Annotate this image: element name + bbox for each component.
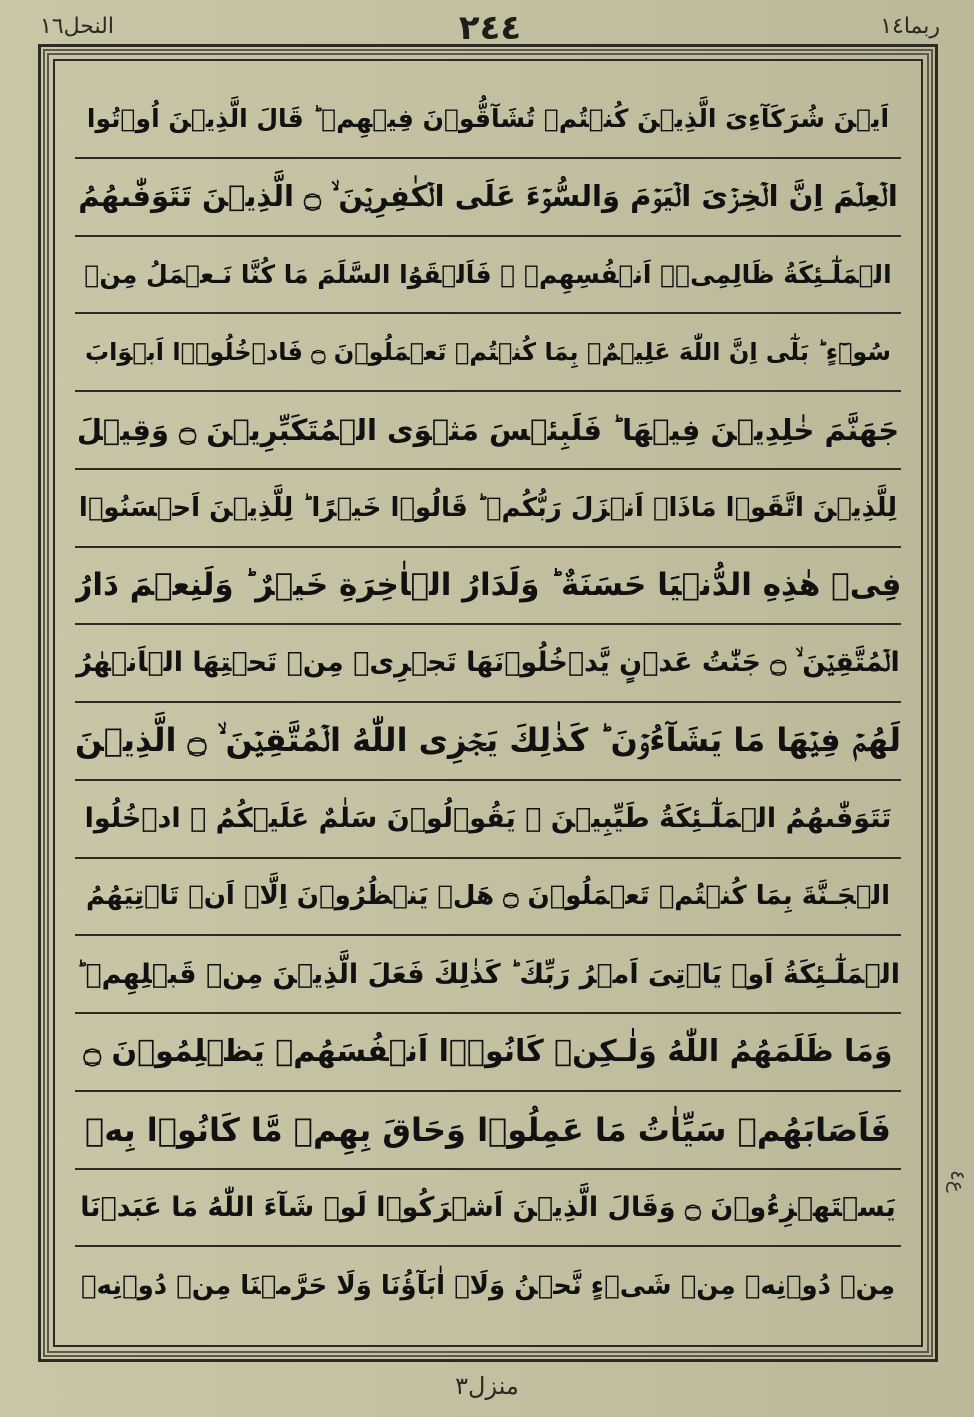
- verse-line: الۡمُتَّقِيۡنَ ۙ ۝ جَنّٰتُ عَدۡنٍ يَّدۡخُلُوۡنَهَا تَجۡرِىۡ مِنۡ تَحۡتِهَا الۡاَنۡهٰرُ: [75, 625, 901, 703]
- page-header: [40, 8, 940, 48]
- surah-label: النحل١٦: [40, 14, 114, 39]
- verse-line: تَتَوَفّٰٮهُمُ الۡمَلٰٓـئِكَةُ طَيِّبِيۡنَ‌ ۙ يَقُوۡلُوۡنَ سَلٰمٌ عَلَيۡكُمُ ۙ ادۡخُلُوا: [75, 781, 901, 859]
- verse-line: مِنۡ دُوۡنِهٖ مِنۡ شَىۡءٍ نَّحۡنُ وَلَاۤ اٰبَآؤُنَا وَلَا حَرَّمۡنَا مِنۡ دُوۡنِهٖ: [80, 1271, 896, 1302]
- verse-line: الۡجَـنَّةَ بِمَا كُنۡتُمۡ تَعۡمَلُوۡنَ ۝ هَلۡ يَنۡظُرُوۡنَ اِلَّاۤ اَنۡ تَاۡتِيَهُمُ: [75, 859, 901, 937]
- verse-line: الۡعِلۡمَ اِنَّ الۡخِزۡىَ الۡيَوۡمَ وَالسُّوۡٓءَ عَلَى الۡكٰفِرِيۡنَ ۙ ۝ الَّذِيۡنَ تَتَوَفّٰٮهُمُ: [75, 159, 901, 237]
- verse-line: وَمَا ظَلَمَهُمُ اللّٰهُ وَلٰـكِنۡ كَانُوۡۤا اَنۡفُسَهُمۡ يَظۡلِمُوۡنَ ۝: [75, 1014, 901, 1092]
- verse-line: جَهَنَّمَ خٰلِدِيۡنَ فِيۡهَا ‌ؕ فَلَبِئۡسَ مَثۡوَى الۡمُتَكَبِّرِيۡنَ ۝ وَقِيۡلَ: [75, 392, 901, 470]
- verse-line: الۡمَلٰٓـئِكَةُ اَوۡ يَاۡتِىَ اَمۡرُ رَبِّكَ‌ ؕ كَذٰلِكَ فَعَلَ الَّذِيۡنَ مِنۡ قَبۡلِهِمۡ‌ ؕ: [75, 936, 901, 1014]
- verse-line: فِىۡ هٰذِهِ الدُّنۡيَا حَسَنَةٌ‌ ؕ وَلَدَارُ الۡاٰخِرَةِ خَيۡرٌ‌ ؕ وَلَنِعۡمَ دَارُ: [75, 548, 901, 626]
- text-frame: [38, 44, 938, 1362]
- verse-line: اَيۡنَ شُرَكَآءِىَ الَّذِيۡنَ كُنۡتُمۡ تُشَآقُّوۡنَ فِيۡهِمۡ‌ ؕ قَالَ الَّذِيۡنَ اُوۡتُوا: [75, 81, 901, 159]
- juz-label: ربما١٤: [880, 14, 940, 39]
- verse-line: يَسۡتَهۡزِءُوۡنَ ۝ وَقَالَ الَّذِيۡنَ اَشۡرَكُوۡا لَوۡ شَآءَ اللّٰهُ مَا عَبَدۡنَا: [75, 1170, 901, 1248]
- verse-line: لِلَّذِيۡنَ اتَّقَوۡا مَاذَاۤ اَنۡزَلَ رَبُّكُمۡ‌ ؕ قَالُوۡا خَيۡرًا‌ ؕ لِلَّذِيۡنَ اَحۡسَنُوۡا: [75, 470, 901, 548]
- verse-line: سُوۡٓءٍ‌ ؕ بَلٰٓى اِنَّ اللّٰهَ عَلِيۡمٌۢ بِمَا كُنۡتُمۡ تَعۡمَلُوۡنَ ۝ فَادۡخُلُوۡۤا اَبۡوَابَ: [75, 314, 901, 392]
- page-number: ٢٤٤: [458, 8, 522, 48]
- manzil-footer: منزل٣: [455, 1372, 519, 1400]
- ruku-marker: ع٤: [946, 1170, 970, 1193]
- text-frame-inner: [53, 59, 923, 1347]
- verse-line: فَاَصَابَهُمۡ سَيِّاٰتُ مَا عَمِلُوۡا وَحَاقَ بِهِمۡ مَّا كَانُوۡا بِهٖ: [75, 1092, 901, 1170]
- verse-line: لَهُمۡ فِيۡهَا مَا يَشَآءُوۡنَ‌ ؕ كَذٰلِكَ يَجۡزِى اللّٰهُ الۡمُتَّقِيۡنَ ۙ ۝ الَّذِيۡنَ: [75, 703, 901, 781]
- verse-lines: [75, 81, 901, 1325]
- verse-line: الۡمَلٰٓـئِكَةُ ظَالِمِىۡۤ اَنۡفُسِهِمۡ‌ ۖ فَاَلۡقَوُا السَّلَمَ مَا كُنَّا نَـعۡمَلُ مِنۡ: [75, 237, 901, 315]
